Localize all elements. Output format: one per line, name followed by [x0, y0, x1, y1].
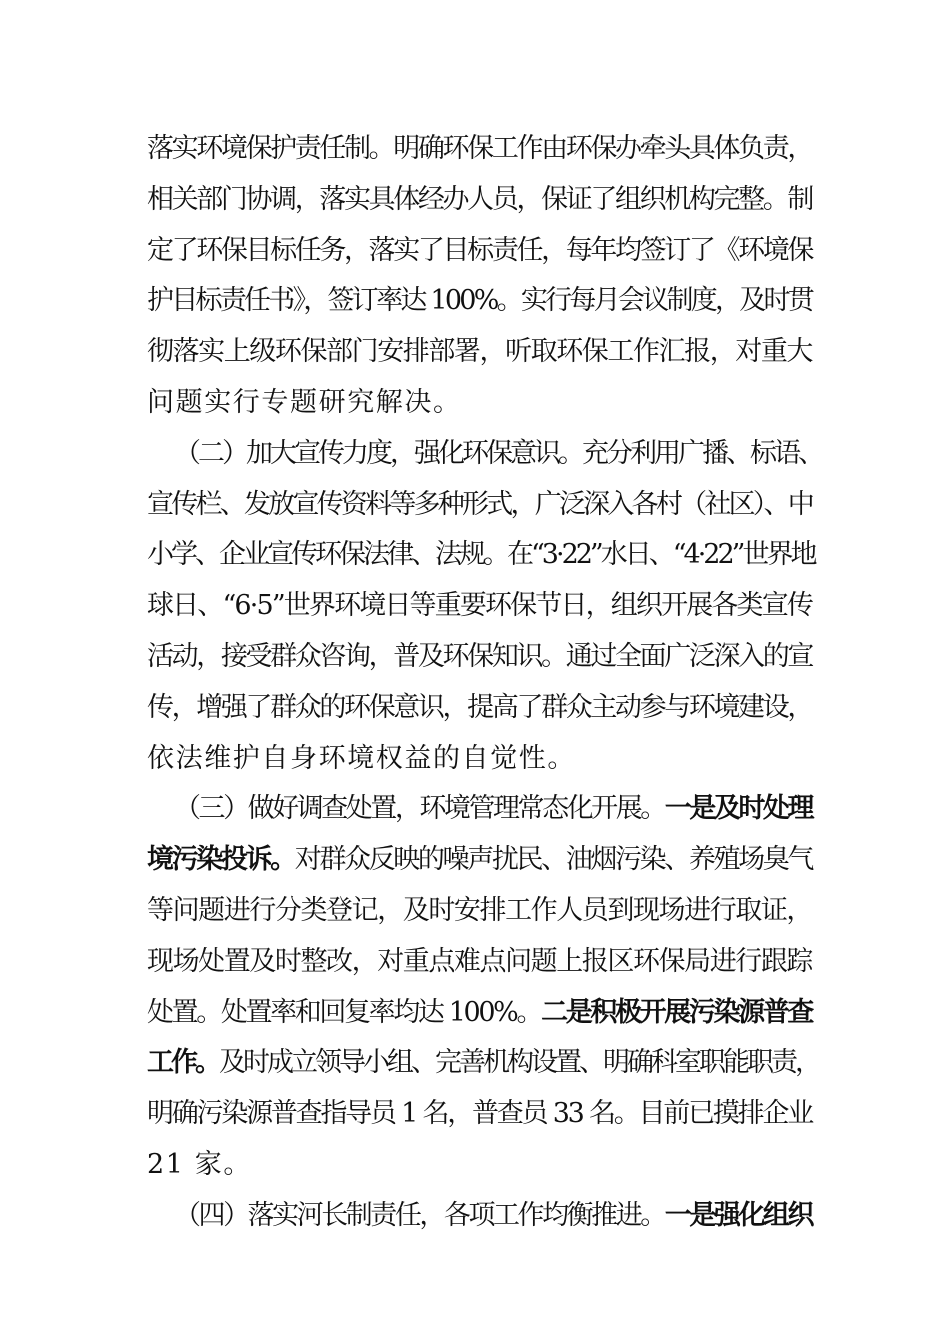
text-line — [147, 937, 812, 988]
text-run: 依法维护自身环境权益的自觉性。 — [147, 742, 576, 774]
body-text — [147, 124, 822, 1242]
text-line — [147, 632, 812, 683]
text-run: 定了环保目标任务，落实了目标责任，每年均签订了《环境保 — [147, 234, 812, 266]
bold-text-run: 境污染投诉。 — [147, 844, 295, 876]
text-line — [147, 683, 812, 734]
text-line — [147, 378, 812, 429]
text-line — [147, 835, 812, 886]
text-run: （二）加大宣传力度，强化环保意识。充分利用广播、标语、 — [174, 437, 822, 469]
text-line — [147, 124, 812, 175]
text-line — [147, 886, 812, 937]
text-run: 落实环境保护责任制。明确环保工作由环保办牵头具体负责， — [147, 133, 812, 164]
text-run: 及时成立领导小组、完善机构设置、明确科室职能职责， — [219, 1047, 819, 1079]
text-line — [147, 1089, 812, 1140]
text-line — [147, 276, 812, 327]
text-line — [147, 988, 812, 1039]
text-run: 等问题进行分类登记，及时安排工作人员到现场进行取证， — [147, 894, 812, 926]
text-line — [147, 734, 812, 785]
text-run: 问题实行专题研究解决。 — [147, 386, 462, 418]
text-line — [147, 1140, 812, 1191]
text-line — [147, 581, 812, 632]
text-line — [147, 429, 822, 480]
bold-text-run: 二是积极开展污染源普查 — [541, 996, 813, 1028]
text-run: 21 家。 — [147, 1148, 252, 1180]
text-line — [147, 1191, 812, 1242]
text-run: 活动，接受群众咨询，普及环保知识。通过全面广泛深入的宣 — [147, 640, 812, 672]
text-run: 处置。处置率和回复率均达 100%。 — [147, 996, 542, 1028]
text-run: （四）落实河长制责任，各项工作均衡推进。 — [174, 1199, 665, 1231]
bold-text-run: 工作。 — [147, 1047, 219, 1079]
text-line — [147, 175, 812, 226]
text-line — [147, 480, 812, 531]
text-run: 彻落实上级环保部门安排部署，听取环保工作汇报，对重大 — [147, 336, 812, 368]
text-line — [147, 226, 812, 277]
bold-text-run: 一是强化组织 — [664, 1199, 813, 1231]
text-line — [147, 1038, 819, 1089]
text-run: 小学、企业宣传环保法律、法规。在“3·22”水日、“4·22”世界地 — [147, 539, 815, 571]
text-line — [147, 530, 815, 581]
text-run: （三）做好调查处置，环境管理常态化开展。 — [174, 793, 665, 825]
bold-text-run: 一是及时处理 — [664, 793, 813, 825]
text-run: 球日、“6·5”世界环境日等重要环保节日，组织开展各类宣传 — [147, 590, 812, 622]
text-line — [147, 784, 812, 835]
text-run: 护目标责任书》，签订率达 100%。实行每月会议制度，及时贯 — [147, 285, 812, 317]
text-run: 宣传栏、发放宣传资料等多种形式，广泛深入各村（社区）、中 — [147, 488, 812, 520]
text-run: 传，增强了群众的环保意识，提高了群众主动参与环境建设， — [147, 691, 812, 723]
text-run: 相关部门协调，落实具体经办人员，保证了组织机构完整。制 — [147, 183, 812, 215]
text-run: 现场处置及时整改，对重点难点问题上报区环保局进行跟踪 — [147, 945, 812, 977]
text-line — [147, 327, 812, 378]
text-run: 对群众反映的噪声扰民、油烟污染、养殖场臭气 — [294, 844, 813, 876]
text-run: 明确污染源普查指导员 1 名，普查员 33 名。目前已摸排企业 — [147, 1098, 812, 1130]
